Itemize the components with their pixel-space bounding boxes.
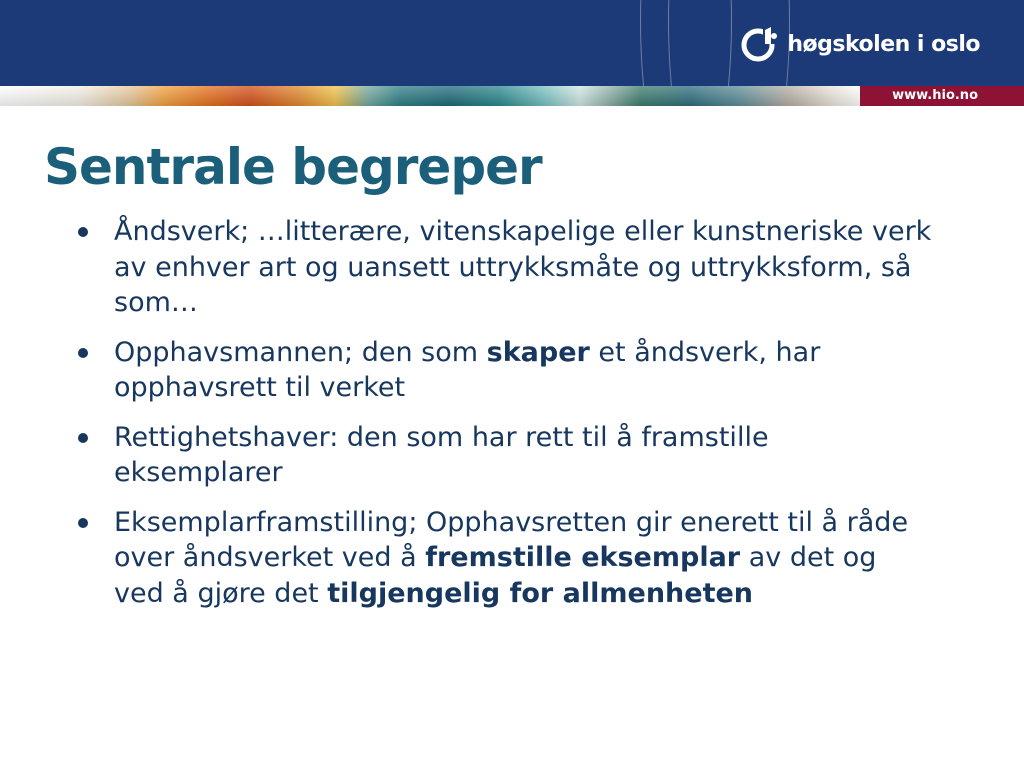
logo-text: høgskolen i oslo: [787, 31, 980, 57]
bullet-text: Rettighetshaver: den som har rett til å framstille eksemplarer: [114, 421, 769, 488]
bullet-icon: [78, 518, 88, 528]
bullet-item: [74, 214, 934, 321]
bullet-text: Eksemplarframstilling; Opphavsretten gir enerett til å råde over åndsverket ved å: [114, 506, 909, 573]
decorative-stripe-shade: [0, 86, 860, 106]
bullet-item: [74, 505, 934, 612]
website-url: www.hio.no: [860, 86, 1024, 106]
bullet-item: [74, 420, 934, 491]
bullet-list: [74, 214, 934, 625]
bullet-emphasis: skaper: [486, 336, 590, 368]
logo: [741, 22, 980, 66]
bullet-icon: [78, 433, 88, 443]
bullet-emphasis: fremstille eksemplar: [425, 542, 741, 573]
bullet-emphasis: tilgjengelig for allmenheten: [327, 577, 754, 609]
hio-logo-icon: [741, 24, 781, 64]
bullet-text: Opphavsmannen; den som: [114, 336, 487, 368]
header-band: [0, 0, 1024, 86]
bullet-icon: [78, 348, 88, 358]
bullet-text: av det og ved å gjøre det: [114, 542, 877, 609]
bullet-text: Åndsverk; …litterære, vitenskapelige eller kunstneriske verk av enhver art og uansett uttrykksmåte og uttrykksform, så som…: [114, 216, 932, 318]
bullet-icon: [78, 227, 88, 237]
bullet-text: et åndsverk, har opphavsrett til verket: [114, 336, 821, 403]
slide-title: Sentrale begreper: [44, 138, 542, 196]
bullet-item: [74, 335, 934, 406]
